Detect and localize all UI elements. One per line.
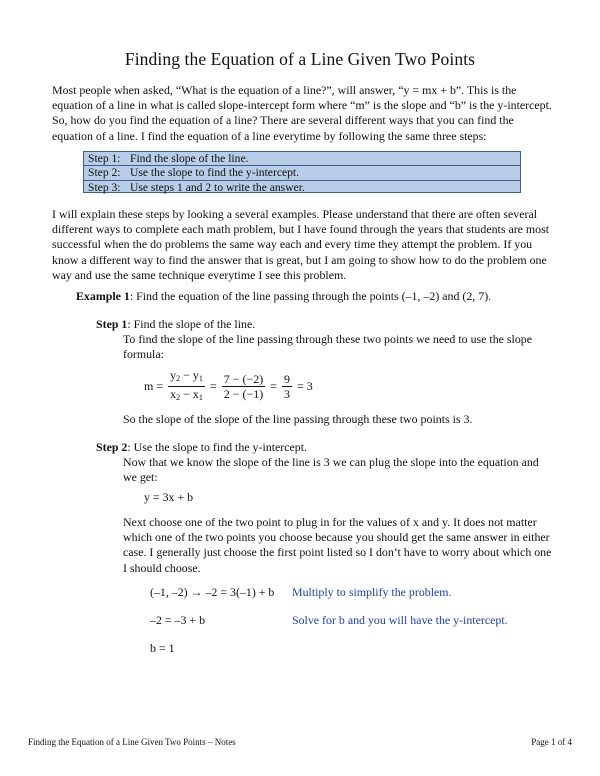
step-2-choose-paragraph: Next choose one of the two point to plug in for the values of x and y. It does not matter which one of the two points you choose because you should get the same answer in either case. I generally just choose the first point listed so I don’t have to worry about which one I should choose.	[123, 515, 552, 575]
work-line-2-math: –2 = –3 + b	[150, 613, 206, 627]
line-equation: y = 3x + b	[144, 490, 194, 504]
step-label: Step 2:	[88, 166, 121, 180]
step-1-conclusion: So the slope of the slope of the line passing through these two points is 3.	[123, 412, 473, 426]
steps-summary-box	[83, 151, 521, 193]
example-text: : Find the equation of the line passing through the points (–1, –2) and (2, 7).	[129, 289, 492, 303]
step-text: Use the slope to find the y-intercept.	[130, 166, 300, 180]
step-2-heading	[96, 440, 307, 455]
simplified-fraction	[282, 372, 292, 401]
step-1-heading	[96, 317, 255, 332]
formula-equals: =	[156, 378, 164, 393]
step-1-text: : Find the slope of the line.	[127, 317, 256, 331]
step-2-text: : Use the slope to find the y-intercept.	[127, 440, 308, 454]
step-label: Step 1:	[88, 152, 121, 165]
slope-formula	[144, 368, 313, 404]
step-text: Use steps 1 and 2 to write the answer.	[130, 180, 305, 194]
fraction-numerator: 7 − (−2)	[223, 371, 264, 386]
footer-page-number: Page 1 of 4	[531, 737, 572, 747]
explanation-paragraph: I will explain these steps by looking a several examples. Please understand that there are often several different ways to complete each math problem, but I have found through the years that students are most successful when the do problems the same way each and every time they attempt the problem. If you know a different way to find the answer that is great, but I am going to show how to do the problem one way and use the same technique everytime I see this problem.	[52, 207, 550, 282]
steps-row-3	[84, 181, 520, 194]
fraction-numerator: 9	[284, 371, 290, 386]
steps-row-2	[84, 166, 520, 180]
fraction-numerator: $y_2 - y_1$	[168, 368, 205, 387]
slope-formula-fraction	[168, 368, 205, 405]
example-label: Example 1	[76, 289, 130, 303]
intro-paragraph: Most people when asked, “What is the equation of a line?”, will answer, “y = mx + b”. This is the equation of a line in what is called slope-intercept form where “m” is the slope and “b” is the y-intercept. So, how do you find the equation of a line? There are several different ways that you can find the equation of a line. I find the equation of a line everytime by following the same three steps:	[52, 83, 552, 143]
fraction-denominator: 2 − (−1)	[223, 386, 264, 401]
step-label: Step 3:	[88, 180, 121, 194]
steps-row-1	[84, 152, 520, 166]
example-1-heading	[76, 289, 491, 304]
formula-equals: =	[270, 378, 277, 393]
fraction-denominator: 3	[284, 386, 290, 401]
work-line-1-math: (–1, –2) → –2 = 3(–1) + b	[150, 585, 275, 599]
step-1-label: Step 1	[96, 317, 128, 331]
footer-document-title: Finding the Equation of a Line Given Two Points – Notes	[28, 737, 236, 747]
formula-equals: =	[209, 378, 217, 393]
step-2-detail: Now that we know the slope of the line is 3 we can plug the slope into the equation and we get:	[123, 455, 539, 485]
work-line-1-note: Multiply to simplify the problem.	[292, 585, 452, 599]
formula-m: m	[144, 378, 154, 393]
work-line-2-note: Solve for b and you will have the y-intercept.	[292, 613, 508, 627]
formula-result: 3	[306, 378, 313, 393]
step-2-label: Step 2	[96, 440, 128, 454]
work-line-3-math: b = 1	[150, 641, 175, 655]
fraction-denominator: $x_2 - x_1$	[170, 386, 203, 402]
step-text: Find the slope of the line.	[130, 152, 249, 165]
step-1-detail: To find the slope of the line passing through these two points we need to use the slope formula:	[123, 332, 532, 362]
substituted-fraction	[222, 372, 266, 401]
formula-equals: =	[297, 378, 304, 393]
page-title: Finding the Equation of a Line Given Two Points	[124, 49, 476, 69]
